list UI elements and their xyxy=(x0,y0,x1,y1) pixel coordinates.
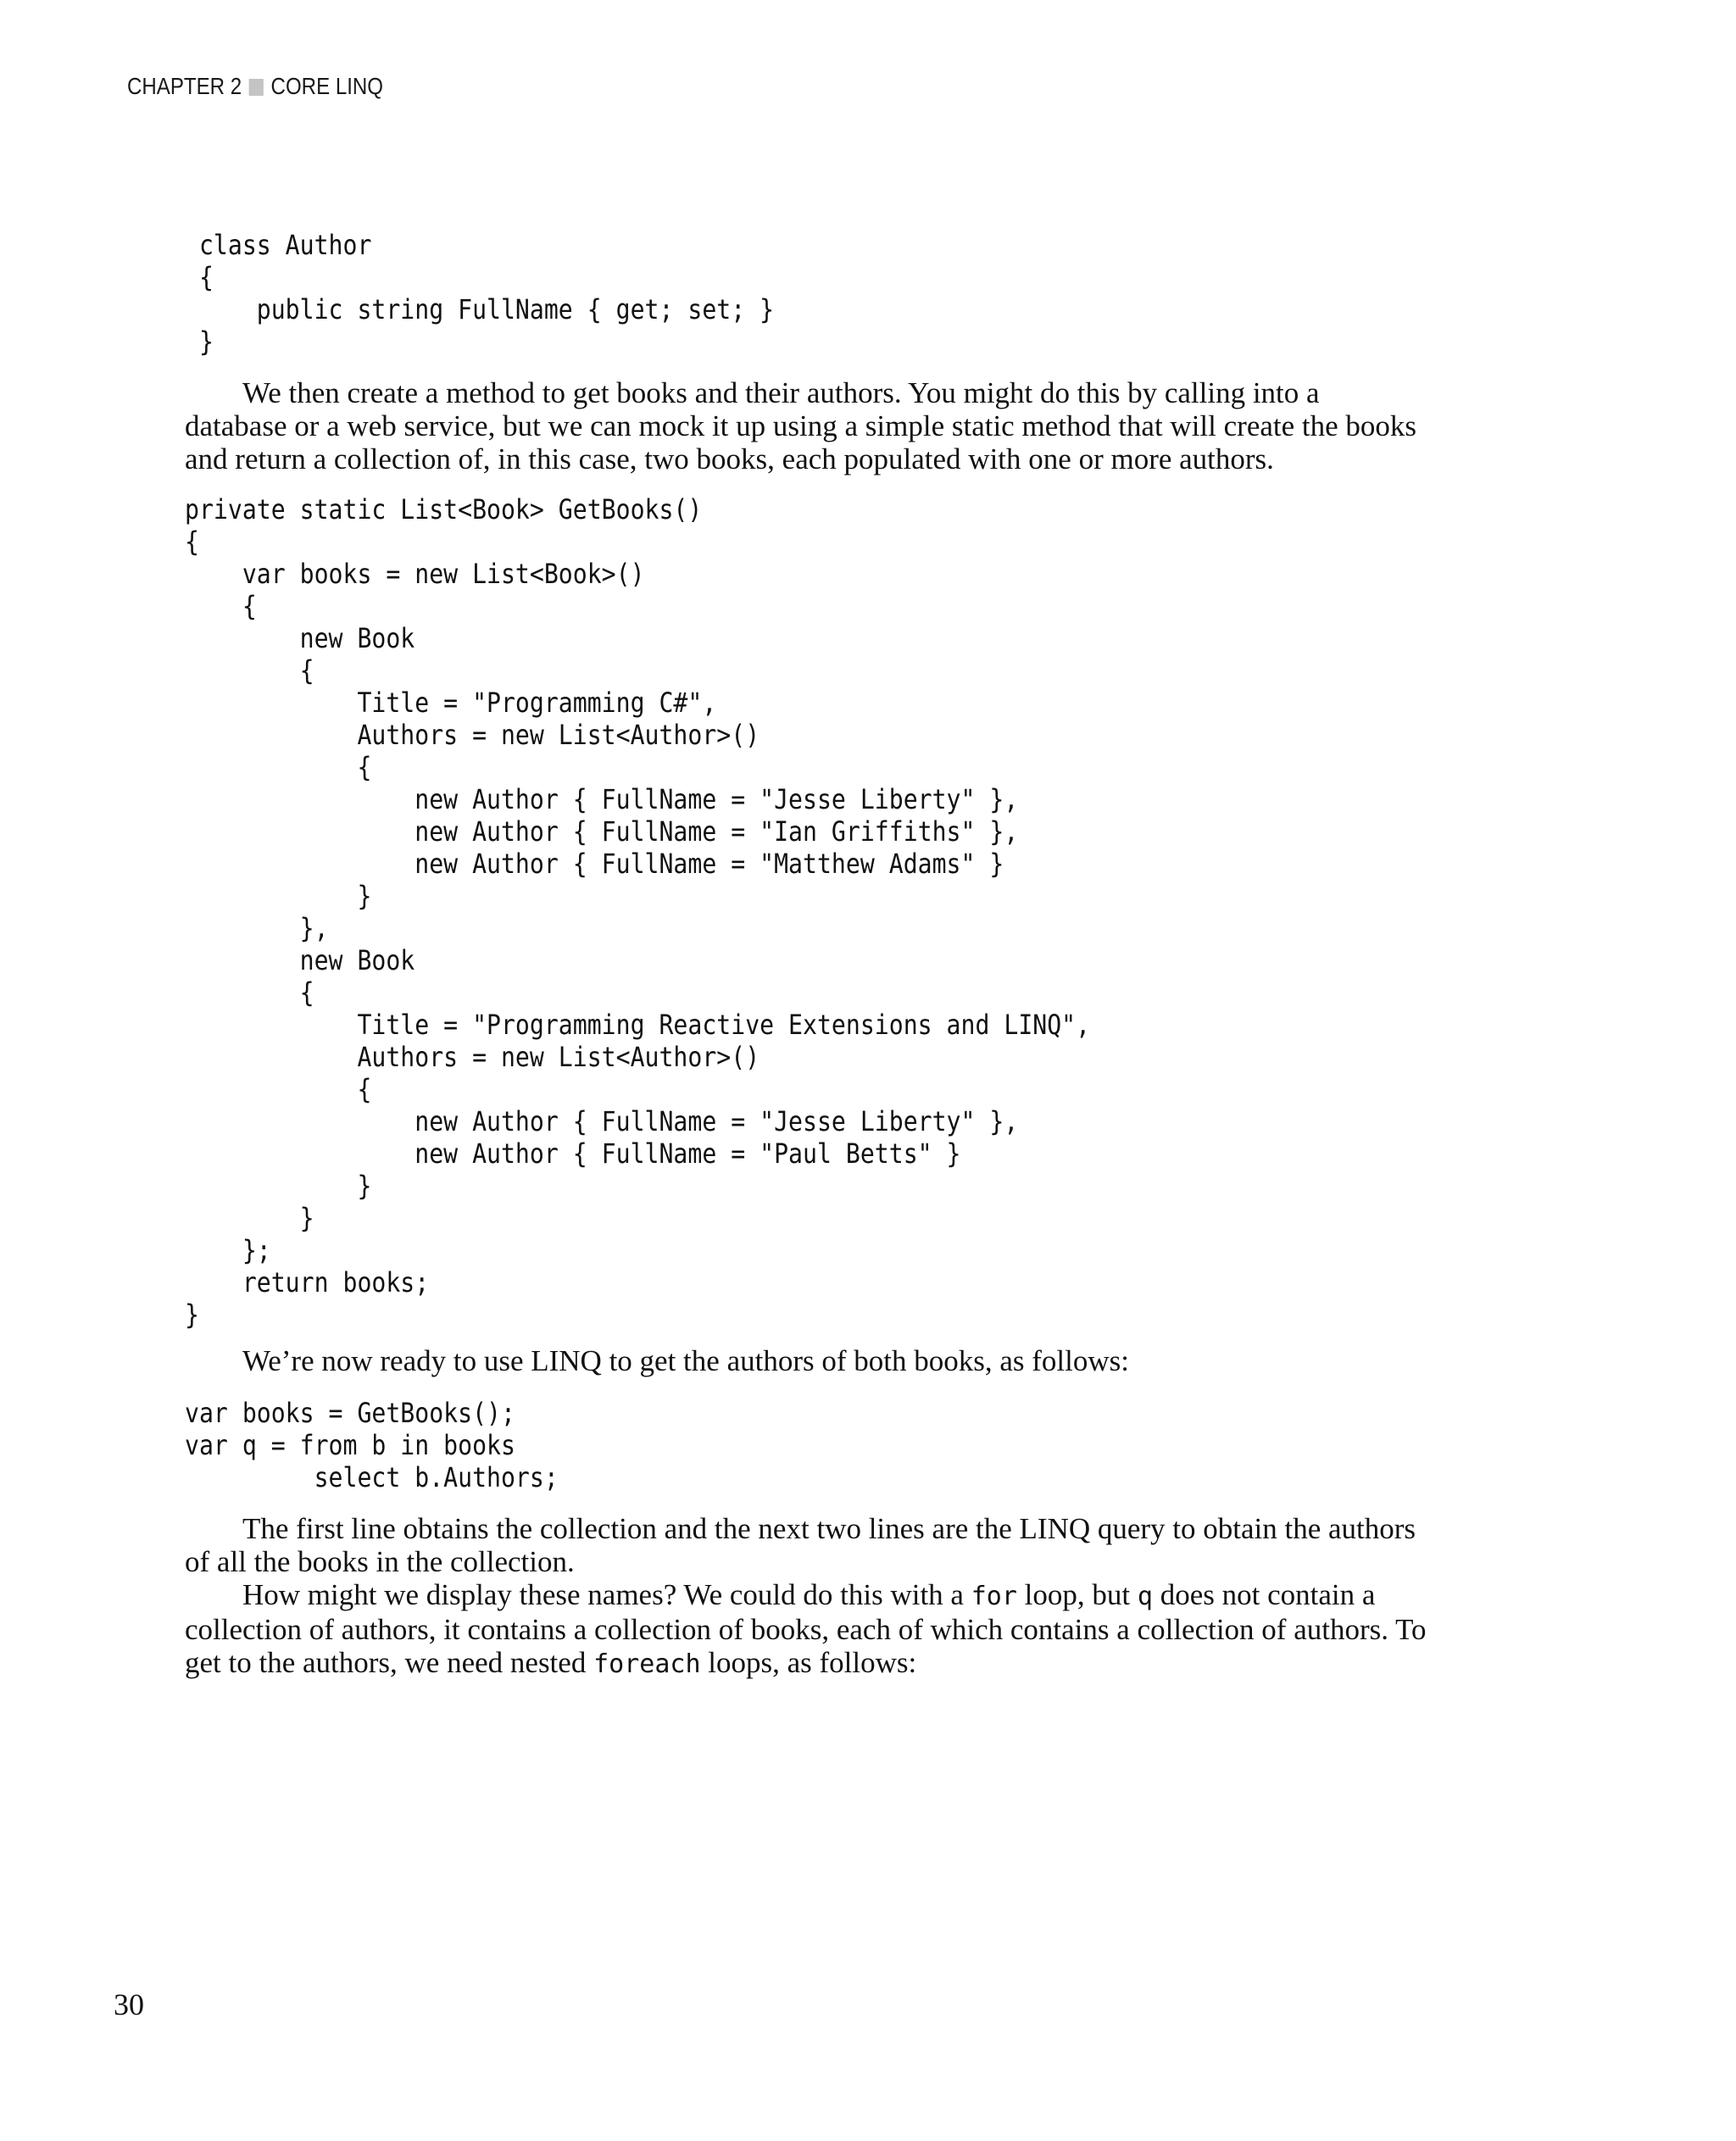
paragraph-line: We’re now ready to use LINQ to get the authors of both books, as follows: xyxy=(242,1344,1129,1377)
inline-code-q: q xyxy=(1137,1582,1153,1611)
code-line: var q = from b in books xyxy=(185,1429,515,1461)
paragraph-display-names xyxy=(185,1578,1551,1681)
code-line: { xyxy=(185,261,214,293)
paragraph-ready xyxy=(185,1344,1551,1377)
paragraph-line: database or a web service, but we can mock it up using a simple static method that will create the books xyxy=(185,409,1417,442)
code-line: Title = "Programming C#", xyxy=(185,687,717,719)
page-number: 30 xyxy=(114,1988,144,2021)
code-line: { xyxy=(185,976,314,1009)
paragraph-text: loops, as follows: xyxy=(700,1646,917,1679)
code-line: Authors = new List<Author>() xyxy=(185,719,760,751)
code-line: new Author { FullName = "Paul Betts" } xyxy=(185,1137,961,1170)
code-line: new Book xyxy=(185,622,415,654)
paragraph-text: How might we display these names? We could do this with a xyxy=(242,1578,971,1611)
code-block-query xyxy=(185,1397,559,1493)
code-line: { xyxy=(185,654,314,687)
code-line: { xyxy=(185,751,372,783)
code-line: } xyxy=(185,1170,372,1202)
code-line: Title = "Programming Reactive Extensions and LINQ", xyxy=(185,1009,1091,1041)
code-line: { xyxy=(185,526,199,558)
code-line: } xyxy=(185,325,214,358)
code-block-author-class xyxy=(185,229,774,358)
code-line: { xyxy=(185,1073,372,1105)
square-separator-icon xyxy=(249,79,264,96)
code-line: } xyxy=(185,1299,199,1331)
inline-code-for: for xyxy=(971,1582,1017,1611)
code-line: Authors = new List<Author>() xyxy=(185,1041,760,1073)
code-line: var books = GetBooks(); xyxy=(185,1397,515,1429)
paragraph-first-line xyxy=(185,1512,1551,1578)
code-line: }; xyxy=(185,1234,271,1266)
code-line: public string FullName { get; set; } xyxy=(185,293,775,325)
code-line: new Author { FullName = "Jesse Liberty" }, xyxy=(185,783,1019,815)
paragraph-getbooks-intro xyxy=(185,376,1551,475)
inline-code-foreach: foreach xyxy=(593,1649,701,1679)
code-line: var books = new List<Book>() xyxy=(185,558,645,590)
code-block-getbooks xyxy=(185,493,1090,1331)
code-line: private static List<Book> GetBooks() xyxy=(185,493,703,526)
chapter-label: CHAPTER 2 xyxy=(127,73,242,99)
paragraph-line: We then create a method to get books and their authors. You might do this by calling into a xyxy=(242,376,1320,409)
paragraph-line: collection of authors, it contains a collection of books, each of which contains a collection of authors. To xyxy=(185,1613,1427,1646)
code-line: new Author { FullName = "Ian Griffiths" }, xyxy=(185,815,1019,848)
paragraph-text: loop, but xyxy=(1016,1578,1138,1611)
code-line: new Author { FullName = "Jesse Liberty" }, xyxy=(185,1105,1019,1137)
paragraph-line: of all the books in the collection. xyxy=(185,1545,575,1578)
running-head xyxy=(127,73,383,100)
code-line: class Author xyxy=(185,229,372,261)
code-line: }, xyxy=(185,912,329,944)
code-line: return books; xyxy=(185,1266,430,1299)
code-line: } xyxy=(185,1202,314,1234)
paragraph-line: and return a collection of, in this case, two books, each populated with one or more authors. xyxy=(185,442,1274,475)
code-line: { xyxy=(185,590,257,622)
code-line: } xyxy=(185,880,372,912)
code-line: new Book xyxy=(185,944,415,976)
code-line: select b.Authors; xyxy=(185,1461,559,1493)
paragraph-text: get to the authors, we need nested xyxy=(185,1646,594,1679)
code-line: new Author { FullName = "Matthew Adams" } xyxy=(185,848,1004,880)
paragraph-line: The first line obtains the collection and the next two lines are the LINQ query to obtain the authors xyxy=(242,1512,1416,1545)
paragraph-text: does not contain a xyxy=(1152,1578,1376,1611)
chapter-title: CORE LINQ xyxy=(270,73,384,99)
